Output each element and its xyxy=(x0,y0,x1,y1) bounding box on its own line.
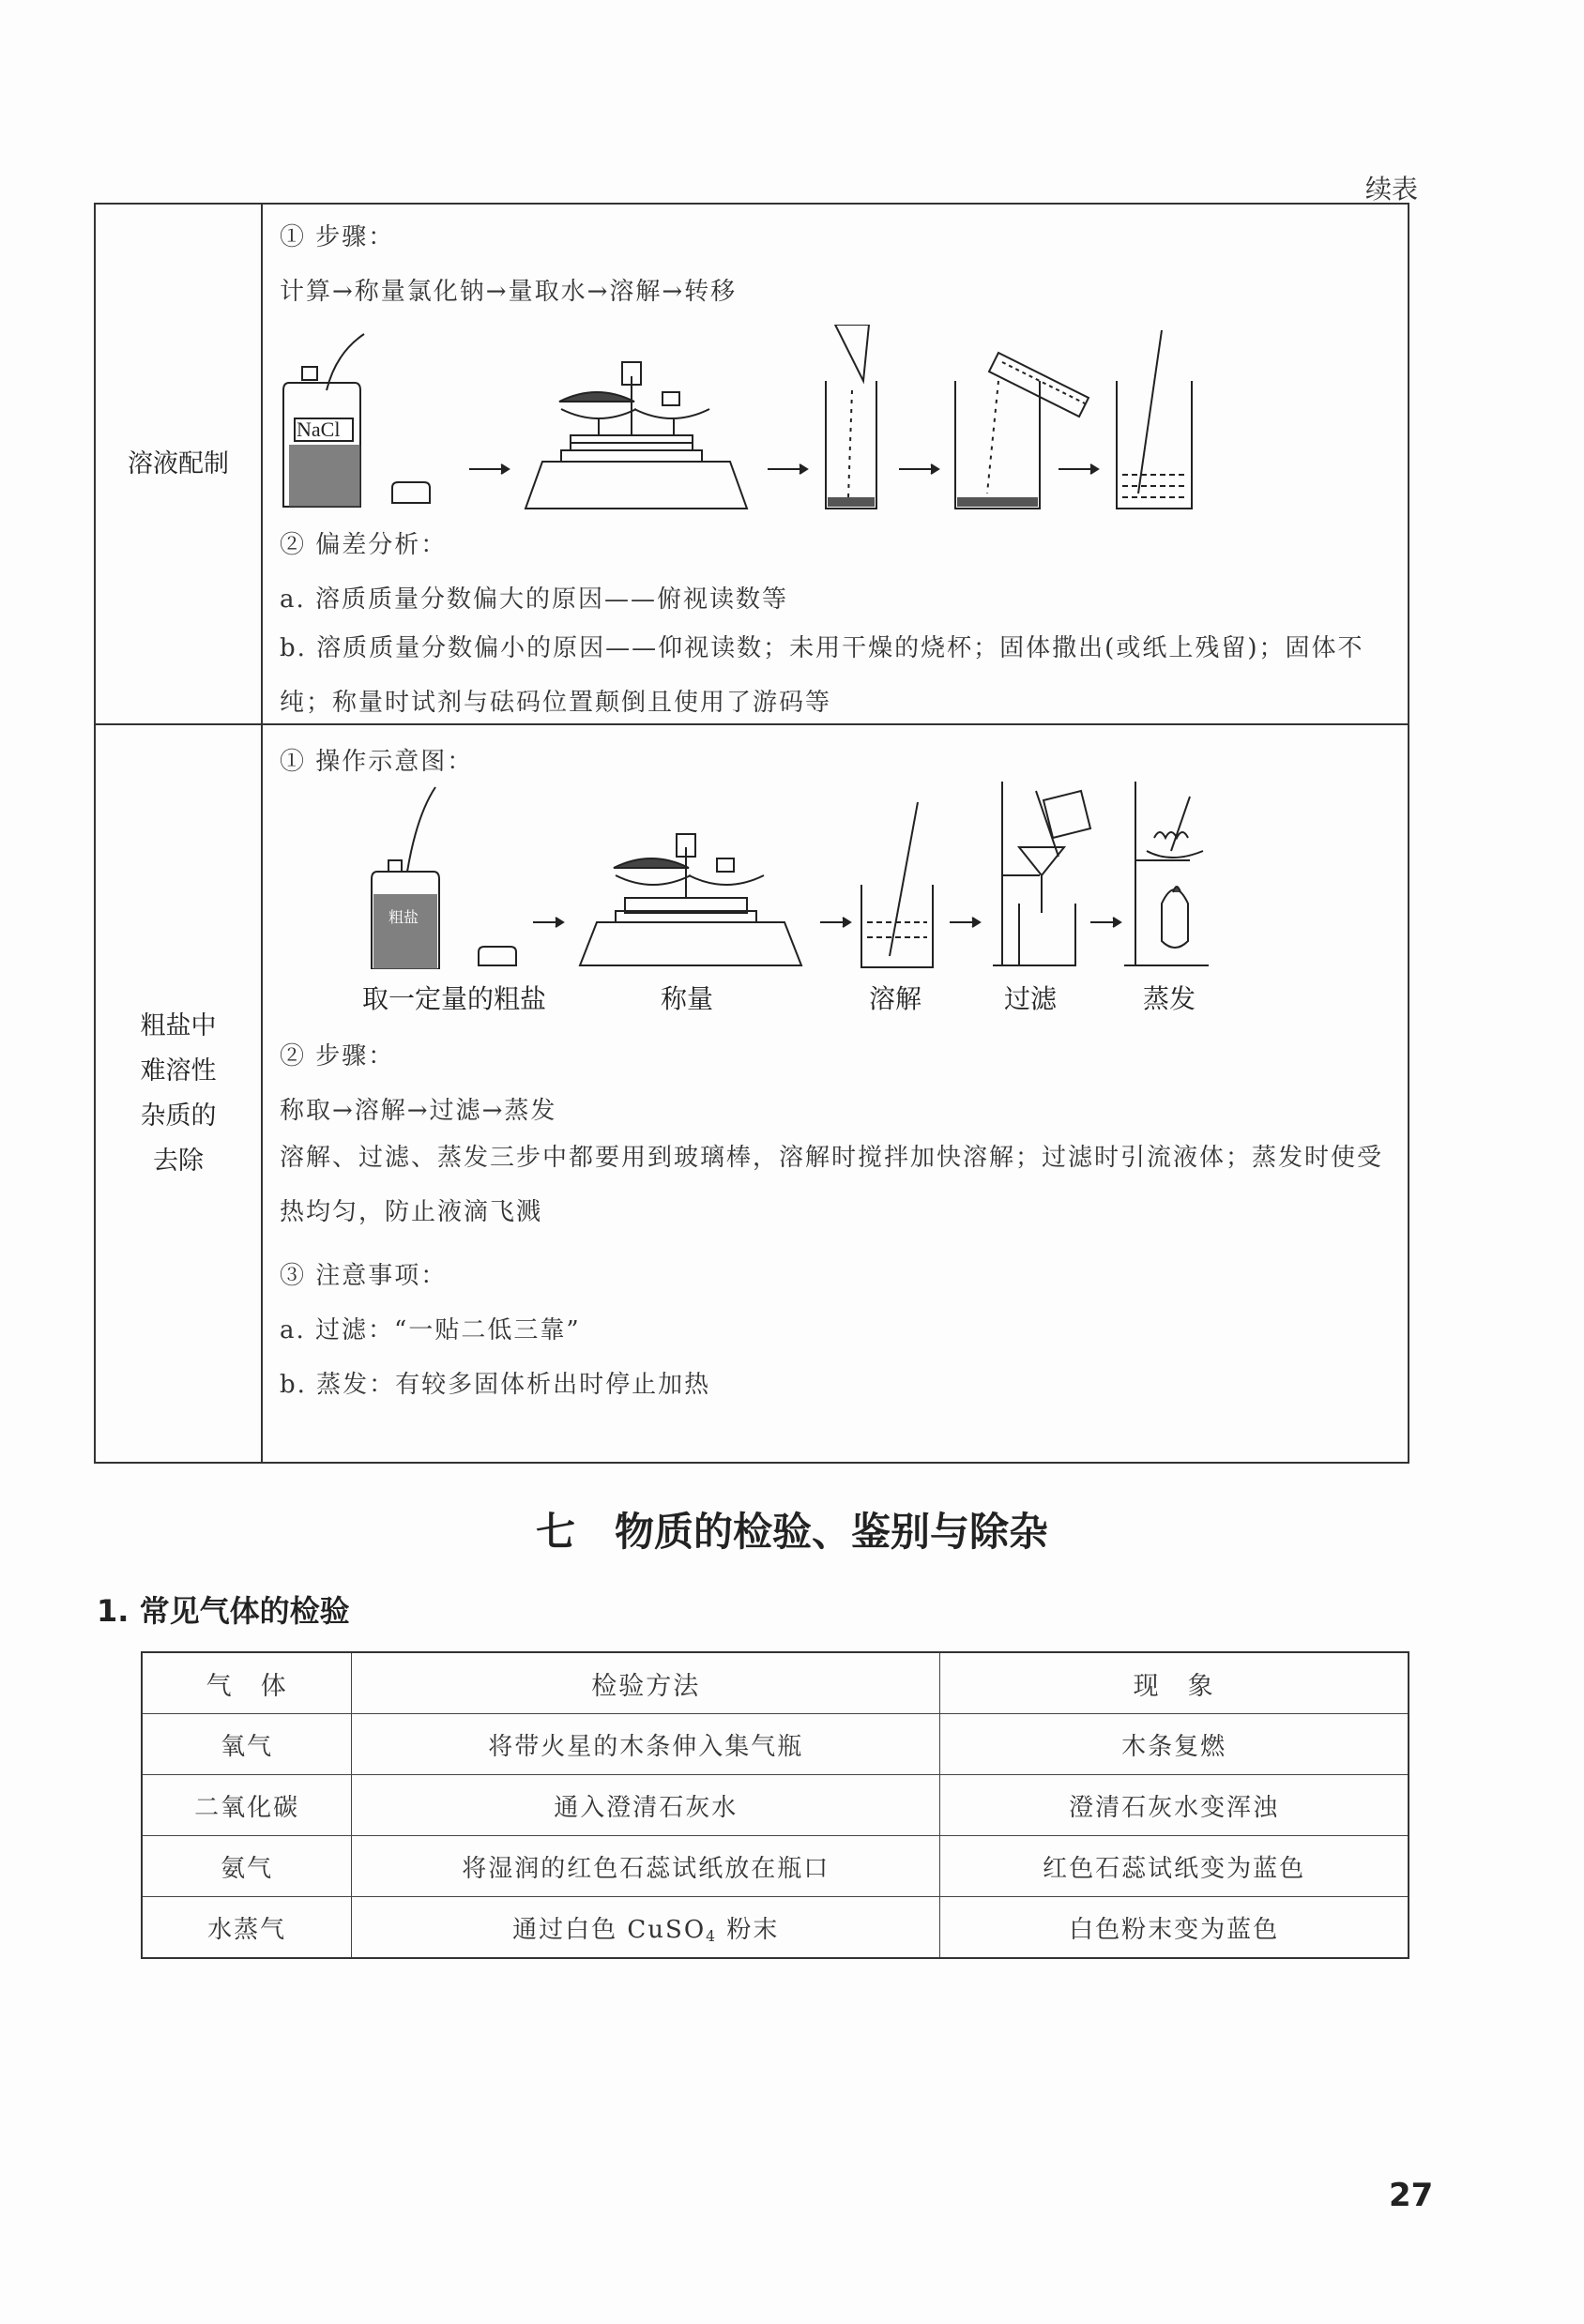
row-label-line: 去除 xyxy=(153,1146,204,1176)
diagram-title: ① 操作示意图： xyxy=(280,748,474,776)
error-reason-high: a. 溶质质量分数偏大的原因——俯视读数等 xyxy=(280,585,789,614)
beaker-stirring-icon xyxy=(1117,330,1192,509)
beaker-solid-icon xyxy=(826,325,876,509)
caption-filter: 过滤 xyxy=(1003,983,1057,1014)
dissolving-beaker-icon xyxy=(861,802,933,967)
caption-take-salt: 取一定量的粗盐 xyxy=(361,983,546,1014)
arrow-icon xyxy=(533,918,563,927)
arrow-icon xyxy=(950,918,980,927)
row-label-solution-preparation: 溶液配制 xyxy=(96,205,263,723)
solution-preparation-diagram xyxy=(261,325,1408,512)
header-method: 检验方法 xyxy=(352,1652,940,1714)
glass-rod-note: 溶解、过滤、蒸发三步中都要用到玻璃棒，溶解时搅拌加快溶解；过滤时引流液体；蒸发时使受热均匀，防止液滴飞溅 xyxy=(280,1144,1384,1226)
gas-name: 氧气 xyxy=(142,1714,352,1775)
row-crude-salt xyxy=(96,725,1408,1462)
notes-title: ③ 注意事项： xyxy=(280,1262,448,1290)
experiment-table xyxy=(94,203,1409,1464)
pouring-cylinder-icon xyxy=(955,353,1089,509)
header-result: 现 象 xyxy=(940,1652,1409,1714)
balance-icon xyxy=(525,362,747,509)
arrow-icon xyxy=(820,918,850,927)
table-row xyxy=(142,1897,1409,1959)
row-label-line: 粗盐中 xyxy=(140,1010,217,1040)
row-solution-preparation xyxy=(96,205,1408,725)
test-method: 将带火星的木条伸入集气瓶 xyxy=(352,1714,940,1775)
gas-name: 水蒸气 xyxy=(142,1897,352,1959)
row-label-crude-salt xyxy=(96,725,263,1462)
gas-test-table xyxy=(141,1651,1409,1959)
note-evaporation: b. 蒸发：有较多固体析出时停止加热 xyxy=(280,1371,711,1399)
arrow-icon xyxy=(768,464,807,474)
arrow-icon xyxy=(469,464,509,474)
caption-dissolve: 溶解 xyxy=(868,983,921,1014)
gas-name: 二氧化碳 xyxy=(142,1775,352,1836)
crude-salt-bottle-label: 粗盐 xyxy=(388,908,419,926)
crude-salt-bottle-icon xyxy=(372,787,439,969)
steps-title: ① 步骤： xyxy=(280,223,395,251)
nacl-bottle-label: NaCl xyxy=(297,418,341,441)
method-prefix: 通过白色 CuSO xyxy=(512,1915,707,1944)
bottle-cap-icon xyxy=(479,947,516,965)
row-content-crude-salt xyxy=(261,725,1408,1462)
steps-text: 计算→称量氯化钠→量取水→溶解→转移 xyxy=(280,278,738,306)
test-method: 将湿润的红色石蕊试纸放在瓶口 xyxy=(352,1836,940,1897)
row-content-solution-preparation xyxy=(261,205,1408,723)
test-result: 白色粉末变为蓝色 xyxy=(940,1897,1409,1959)
table-row xyxy=(142,1836,1409,1897)
row-label-line: 杂质的 xyxy=(140,1101,217,1131)
subsection-title: 1. 常见气体的检验 xyxy=(97,1593,350,1629)
error-reason-low: b. 溶质质量分数偏小的原因——仰视读数；未用干燥的烧杯；固体撒出(或纸上残留)；固体不纯；称量时试剂与砝码位置颠倒且使用了游码等 xyxy=(280,634,1364,717)
table-header-row xyxy=(142,1652,1409,1714)
table-row xyxy=(142,1775,1409,1836)
balance-icon xyxy=(580,834,801,965)
filtration-icon xyxy=(993,782,1090,965)
arrow-icon xyxy=(1090,918,1120,927)
page-number: 27 xyxy=(1389,2177,1434,2214)
header-gas: 气 体 xyxy=(142,1652,352,1714)
gas-name: 氨气 xyxy=(142,1836,352,1897)
test-result: 木条复燃 xyxy=(940,1714,1409,1775)
table-row xyxy=(142,1714,1409,1775)
row-label-line: 难溶性 xyxy=(140,1056,217,1086)
section-title: 七 物质的检验、鉴别与除杂 xyxy=(535,1509,1048,1555)
method-subscript: 4 xyxy=(706,1927,718,1945)
arrow-icon xyxy=(1059,464,1098,474)
continued-label: 续表 xyxy=(1365,174,1419,205)
steps-text: 称取→溶解→过滤→蒸发 xyxy=(280,1097,557,1125)
test-result: 红色石蕊试纸变为蓝色 xyxy=(940,1836,1409,1897)
test-result: 澄清石灰水变浑浊 xyxy=(940,1775,1409,1836)
evaporation-icon xyxy=(1124,782,1209,965)
method-suffix: 粉末 xyxy=(717,1915,780,1944)
caption-evaporate: 蒸发 xyxy=(1142,983,1196,1014)
test-method: 通入澄清石灰水 xyxy=(352,1775,940,1836)
error-analysis-title: ② 偏差分析： xyxy=(280,531,448,559)
note-filtration: a. 过滤：“一贴二低三靠” xyxy=(280,1316,581,1344)
bottle-cap-icon xyxy=(392,482,430,503)
arrow-icon xyxy=(899,464,938,474)
steps-title: ② 步骤： xyxy=(280,1042,395,1071)
caption-weigh: 称量 xyxy=(660,983,713,1014)
test-method xyxy=(352,1897,940,1959)
crude-salt-diagram xyxy=(261,782,1408,969)
